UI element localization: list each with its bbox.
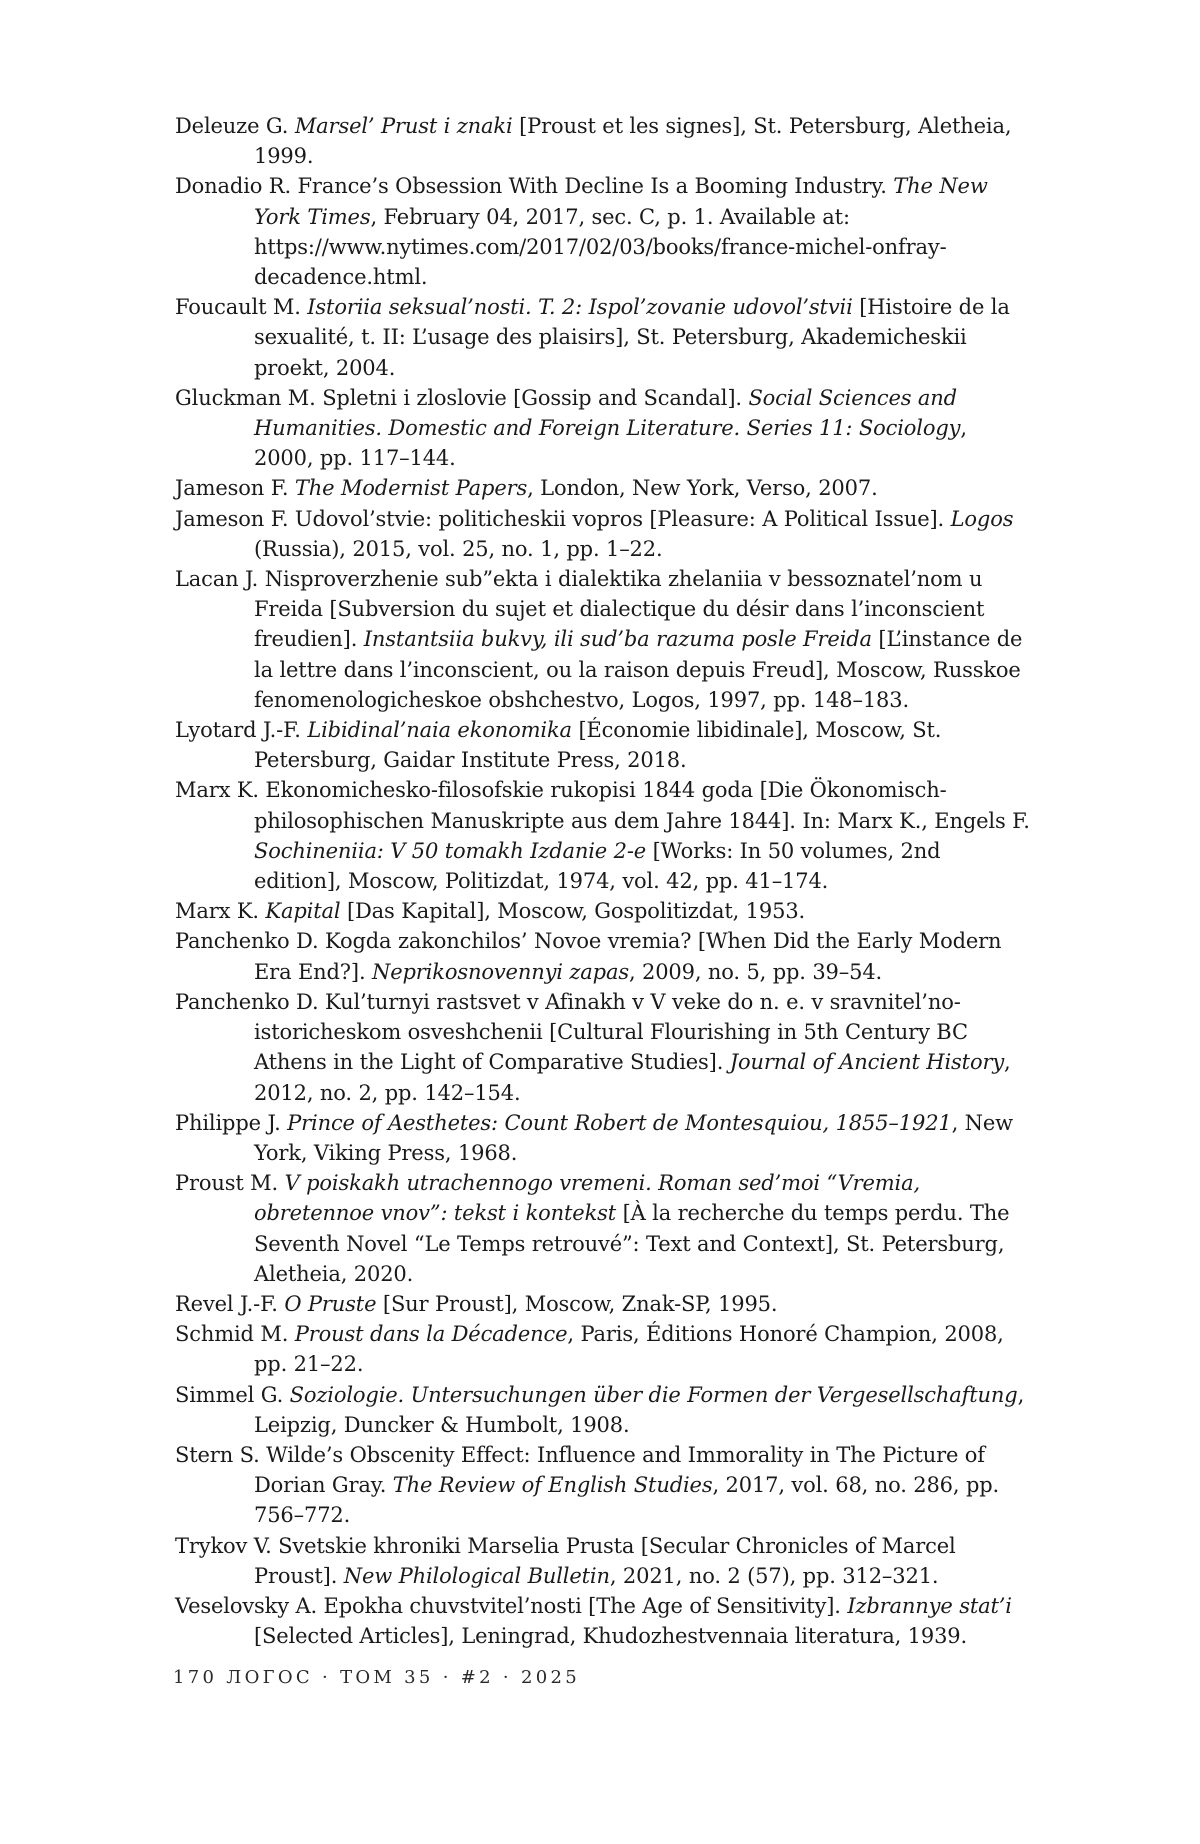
reference-text: Simmel G. [175, 1382, 290, 1407]
reference-entry [175, 1319, 1032, 1379]
reference-title-italic: Social Sciences and Humanities. Domestic and Foreign Literature. Series 11: Sociology [254, 385, 961, 441]
reference-text: [L’instance de la lettre dans l’inconscient, ou la raison depuis Freud], Moscow, Russkoe fenomenologicheskoe obshchestvo, Logos, 1997, pp. 148–183. [254, 627, 1023, 712]
reference-entry [175, 383, 1032, 474]
reference-text: , 2017, vol. 68, no. 286, pp. 756–772. [254, 1473, 1000, 1528]
reference-text: (Russia), 2015, vol. 25, no. 1, pp. 1–22. [254, 536, 663, 561]
reference-text: [Works: In 50 volumes, 2nd edition], Moscow, Politizdat, 1974, vol. 42, pp. 41–174. [254, 838, 941, 894]
reference-entry [175, 715, 1032, 775]
reference-entry [175, 775, 1032, 896]
reference-entry [175, 987, 1032, 1108]
reference-text: , London, New York, Verso, 2007. [527, 476, 878, 501]
reference-entry [175, 1168, 1032, 1289]
reference-title-italic: Neprikosnovennyi zapas [372, 959, 629, 984]
reference-text: Schmid M. [175, 1322, 295, 1347]
reference-text: Lyotard J.-F. [175, 718, 308, 743]
reference-text: [Selected Articles], Leningrad, Khudozhestvennaia literatura, 1939. [254, 1624, 968, 1649]
reference-list [175, 111, 1032, 1651]
reference-text: [Histoire de la sexualité, t. II: L’usage des plaisirs], St. Petersburg, Akademicheskii proekt, 2004. [254, 295, 1010, 380]
reference-text: [Économie libidinale], Moscow, St. Petersburg, Gaidar Institute Press, 2018. [254, 718, 942, 773]
reference-entry [175, 1380, 1032, 1440]
reference-text: , Leipzig, Duncker & Humbolt, 1908. [254, 1382, 1025, 1437]
reference-entry [175, 564, 1032, 715]
reference-text: Lacan J. Nisproverzhenie sub”ekta i dialektika zhelaniia v bessoznatel’nom u Freida [Subversion du sujet et dialectique du désir dans l’inconscient freudien]. [175, 567, 985, 652]
reference-entry [175, 896, 1032, 926]
reference-entry [175, 292, 1032, 383]
reference-text: Veselovsky A. Epokha chuvstvitel’nosti [The Age of Sensitivity]. [175, 1593, 848, 1618]
reference-text: , 2009, no. 5, pp. 39–54. [628, 959, 883, 984]
reference-text: Revel J.-F. [175, 1291, 285, 1316]
reference-entry [175, 1591, 1032, 1651]
reference-title-italic: V poiskakh utrachennogo vremeni. Roman sed’moi “Vremia, obretennoe vnov”: tekst i kontekst [254, 1171, 921, 1226]
reference-text: Panchenko D. Kogda zakonchilos’ Novoe vremia? [When Did the Early Modern Era End?]. [175, 929, 1002, 984]
reference-title-italic: Prince of Aesthetes: Count Robert de Montesquiou, 1855–1921 [287, 1110, 952, 1135]
reference-text: , 2021, no. 2 (57), pp. 312–321. [609, 1563, 939, 1588]
reference-entry [175, 504, 1032, 564]
reference-text: Marx K. Ekonomichesko-filosofskie rukopisi 1844 goda [Die Ökonomisch-philosophischen Manuskripte aus dem Jahre 1844]. In: Marx K., Engels F. [175, 778, 1030, 833]
reference-text: , Paris, Éditions Honoré Champion, 2008, pp. 21–22. [254, 1322, 1004, 1377]
reference-text: Jameson F. [175, 476, 295, 501]
reference-text: Marx K. [175, 899, 266, 924]
reference-text: [Das Kapital], Moscow, Gospolitizdat, 1953. [340, 899, 806, 924]
reference-title-italic: Logos [950, 506, 1014, 531]
reference-entry [175, 1531, 1032, 1591]
reference-title-italic: Journal of Ancient History [729, 1050, 1005, 1075]
reference-text: Proust M. [175, 1171, 285, 1196]
reference-text: Jameson F. Udovol’stvie: politicheskii vopros [Pleasure: A Political Issue]. [175, 506, 951, 531]
reference-text: Gluckman M. Spletni i zloslovie [Gossip and Scandal]. [175, 385, 749, 410]
reference-title-italic: Instantsiia bukvy, ili sud’ba razuma posle Freida [363, 627, 872, 652]
reference-text: , New York, Viking Press, 1968. [254, 1110, 1014, 1165]
reference-text: [À la recherche du temps perdu. The Seventh Novel “Le Temps retrouvé”: Text and Context], St. Petersburg, Aletheia, 2020. [254, 1201, 1010, 1286]
reference-text: Foucault M. [175, 295, 308, 320]
reference-text: Deleuze G. [175, 114, 295, 138]
reference-text: [Proust et les signes], St. Petersburg, Aletheia, 1999. [254, 114, 1012, 169]
reference-title-italic: Sochineniia: V 50 tomakh Izdanie 2-e [254, 838, 647, 863]
reference-text: Trykov V. Svetskie khroniki Marselia Prusta [Secular Chronicles of Marcel Proust]. [175, 1533, 956, 1588]
page-footer: 170 ЛОГОС · ТОМ 35 · #2 · 2025 [173, 1667, 580, 1688]
reference-title-italic: New Philological Bulletin [343, 1563, 610, 1588]
reference-entry [175, 1440, 1032, 1531]
reference-title-italic: The Review of English Studies [392, 1473, 713, 1498]
reference-title-italic: The New York Times [254, 174, 988, 229]
reference-entry [175, 473, 1032, 503]
reference-title-italic: Marsel’ Prust i znaki [294, 114, 513, 138]
reference-entry [175, 1289, 1032, 1319]
reference-title-italic: Istoriia seksual’nosti. T. 2: Ispol’zovanie udovol’stvii [307, 295, 853, 320]
reference-text: , 2000, pp. 117–144. [254, 416, 967, 471]
reference-text: [Sur Proust], Moscow, Znak-SP, 1995. [376, 1291, 778, 1316]
reference-entry [175, 171, 1032, 292]
reference-entry [175, 111, 1032, 171]
reference-title-italic: Libidinal’naia ekonomika [307, 718, 572, 743]
reference-text: , 2012, no. 2, pp. 142–154. [254, 1050, 1011, 1105]
reference-text: , February 04, 2017, sec. C, p. 1. Available at: https://www.nytimes.com/2017/02/03/books/france-michel-onfray-decadence.html. [254, 204, 947, 290]
reference-title-italic: Soziologie. Untersuchungen über die Formen der Vergesellschaftung [289, 1382, 1018, 1407]
reference-title-italic: The Modernist Papers [294, 476, 528, 501]
reference-title-italic: Proust dans la Décadence [294, 1322, 568, 1347]
reference-entry [175, 926, 1032, 986]
reference-entry [175, 1108, 1032, 1168]
reference-title-italic: O Pruste [284, 1291, 377, 1316]
reference-title-italic: Kapital [265, 899, 341, 924]
reference-title-italic: Izbrannye stat’i [847, 1593, 1012, 1618]
reference-text: Panchenko D. Kul’turnyi rastsvet v Afinakh v V veke do n. e. v sravnitel’no-istoricheskom osveshchenii [Cultural Flourishing in 5th Century BC Athens in the Light of Comparative Studies]. [175, 989, 968, 1075]
reference-text: Donadio R. France’s Obsession With Decline Is a Booming Industry. [175, 174, 894, 199]
reference-text: Stern S. Wilde’s Obscenity Effect: Influence and Immorality in The Picture of Dorian Gray. [175, 1442, 985, 1498]
reference-text: Philippe J. [175, 1110, 288, 1135]
